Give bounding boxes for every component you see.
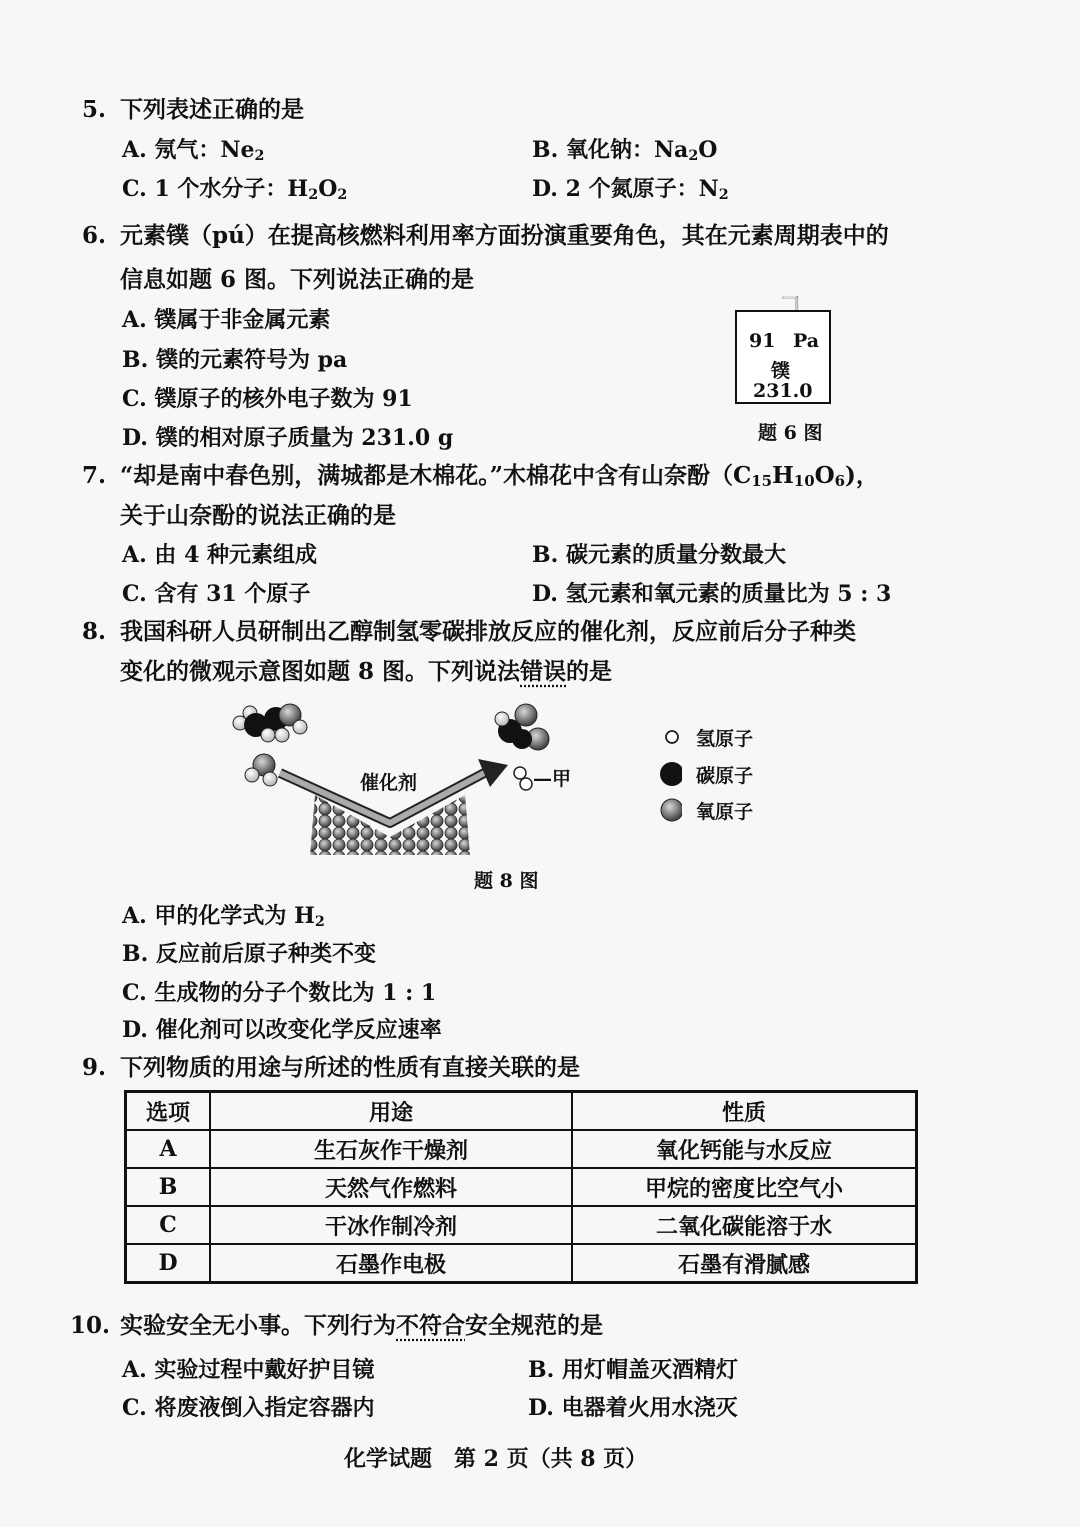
q7-stem-line2: 关于山奈酚的说法正确的是 [120, 502, 396, 529]
q6-option-c: C. 镤原子的核外电子数为 91 [122, 386, 413, 412]
carbon-dioxide-molecule [495, 704, 549, 750]
table-header: 性质 [572, 1092, 917, 1131]
element-mass: 231.0 [753, 380, 813, 402]
table-cell: 干冰作制冷剂 [210, 1206, 572, 1244]
table-cell: 石墨作电极 [210, 1244, 572, 1283]
q6-option-b: B. 镤的元素符号为 pa [122, 347, 348, 373]
element-card-figure [735, 296, 847, 406]
q8-option-a: A. 甲的化学式为 $H_2$ [122, 903, 325, 930]
table-cell: D [126, 1244, 211, 1283]
q8-option-d: D. 催化剂可以改变化学反应速率 [122, 1017, 442, 1043]
q8-figure-caption: 题 8 图 [474, 870, 539, 892]
q5-option-b: B. 氧化钠：$Na_2O$ [532, 137, 718, 164]
q8-stem-line1: 8. 我国科研人员研制出乙醇制氢零碳排放反应的催化剂，反应前后分子种类 [82, 618, 856, 645]
table-cell: 二氧化碳能溶于水 [572, 1206, 917, 1244]
property-table [124, 1090, 918, 1284]
q10-option-d: D. 电器着火用水浇灭 [528, 1395, 738, 1421]
carbon-atom-icon [660, 762, 682, 786]
q6-stem-line1: 6. 元素镤（pú）在提高核燃料利用率方面扮演重要角色，其在元素周期表中的 [82, 222, 889, 249]
atom-legend-symbols [658, 722, 682, 822]
q5-option-c: C. 1 个水分子：$H_2O_2$ [122, 176, 348, 203]
element-name: 镤 [771, 360, 791, 382]
q6-figure-caption: 题 6 图 [758, 422, 823, 444]
element-symbol: Pa [793, 330, 820, 352]
reaction-diagram [220, 695, 640, 865]
ethanol-molecule [233, 704, 307, 742]
table-cell: B [126, 1168, 211, 1206]
q5-option-d: D. 2 个氮原子：$N_2$ [532, 176, 729, 203]
legend-oxygen: 氧原子 [696, 801, 754, 823]
q7-option-b: B. 碳元素的质量分数最大 [532, 542, 786, 568]
q6-option-a: A. 镤属于非金属元素 [122, 307, 331, 333]
element-card-face [735, 310, 831, 404]
q7-option-a: A. 由 4 种元素组成 [122, 542, 318, 568]
q10-stem: 10. 实验安全无小事。下列行为不符合安全规范的是 [70, 1312, 603, 1339]
table-cell: 氧化钙能与水反应 [572, 1130, 917, 1168]
q5-stem: 5. 下列表述正确的是 [82, 96, 304, 123]
table-cell: 甲烷的密度比空气小 [572, 1168, 917, 1206]
table-cell: 生石灰作干燥剂 [210, 1130, 572, 1168]
q7-stem-line1: 7. “却是南中春色别，满城都是木棉花。”木棉花中含有山奈酚$(C_{15}H_{10}O_6)$， [82, 462, 879, 490]
water-molecule [245, 754, 277, 786]
q8-stem-line2: 变化的微观示意图如题 8 图。下列说法错误的是 [120, 658, 613, 685]
q9-stem: 9. 下列物质的用途与所述的性质有直接关联的是 [82, 1054, 580, 1081]
table-row [126, 1168, 917, 1206]
element-number: 91 [749, 330, 776, 352]
q10-option-c: C. 将废液倒入指定容器内 [122, 1395, 375, 1421]
q5-option-a: A. 氖气：$Ne_2$ [122, 137, 265, 164]
q6-option-d: D. 镤的相对原子质量为 231.0 g [122, 425, 454, 451]
q7-option-d: D. 氢元素和氧元素的质量比为 5 : 3 [532, 581, 892, 607]
page-footer: 化学试题 第 2 页（共 8 页） [344, 1446, 648, 1472]
q7-option-c: C. 含有 31 个原子 [122, 581, 311, 607]
q6-stem-line2: 信息如题 6 图。下列说法正确的是 [120, 266, 475, 293]
table-header: 选项 [126, 1092, 211, 1131]
table-row [126, 1206, 917, 1244]
table-row [126, 1130, 917, 1168]
legend-carbon: 碳原子 [696, 765, 754, 787]
table-cell: 石墨有滑腻感 [572, 1244, 917, 1283]
table-header: 用途 [210, 1092, 572, 1131]
hydrogen-molecule [514, 767, 532, 790]
q10-option-a: A. 实验过程中戴好护目镜 [122, 1357, 375, 1383]
oxygen-atom-icon [661, 799, 682, 821]
product-label: —甲 [533, 768, 572, 790]
table-cell: A [126, 1130, 211, 1168]
table-header-row [126, 1092, 917, 1131]
table-cell: C [126, 1206, 211, 1244]
table-cell: 天然气作燃料 [210, 1168, 572, 1206]
q8-option-b: B. 反应前后原子种类不变 [122, 941, 376, 967]
table-row [126, 1244, 917, 1283]
q10-option-b: B. 用灯帽盖灭酒精灯 [528, 1357, 738, 1383]
catalyst-label: 催化剂 [360, 772, 418, 794]
q8-option-c: C. 生成物的分子个数比为 1 : 1 [122, 980, 437, 1006]
legend-hydrogen: 氢原子 [696, 728, 754, 750]
hydrogen-atom-icon [666, 731, 678, 743]
